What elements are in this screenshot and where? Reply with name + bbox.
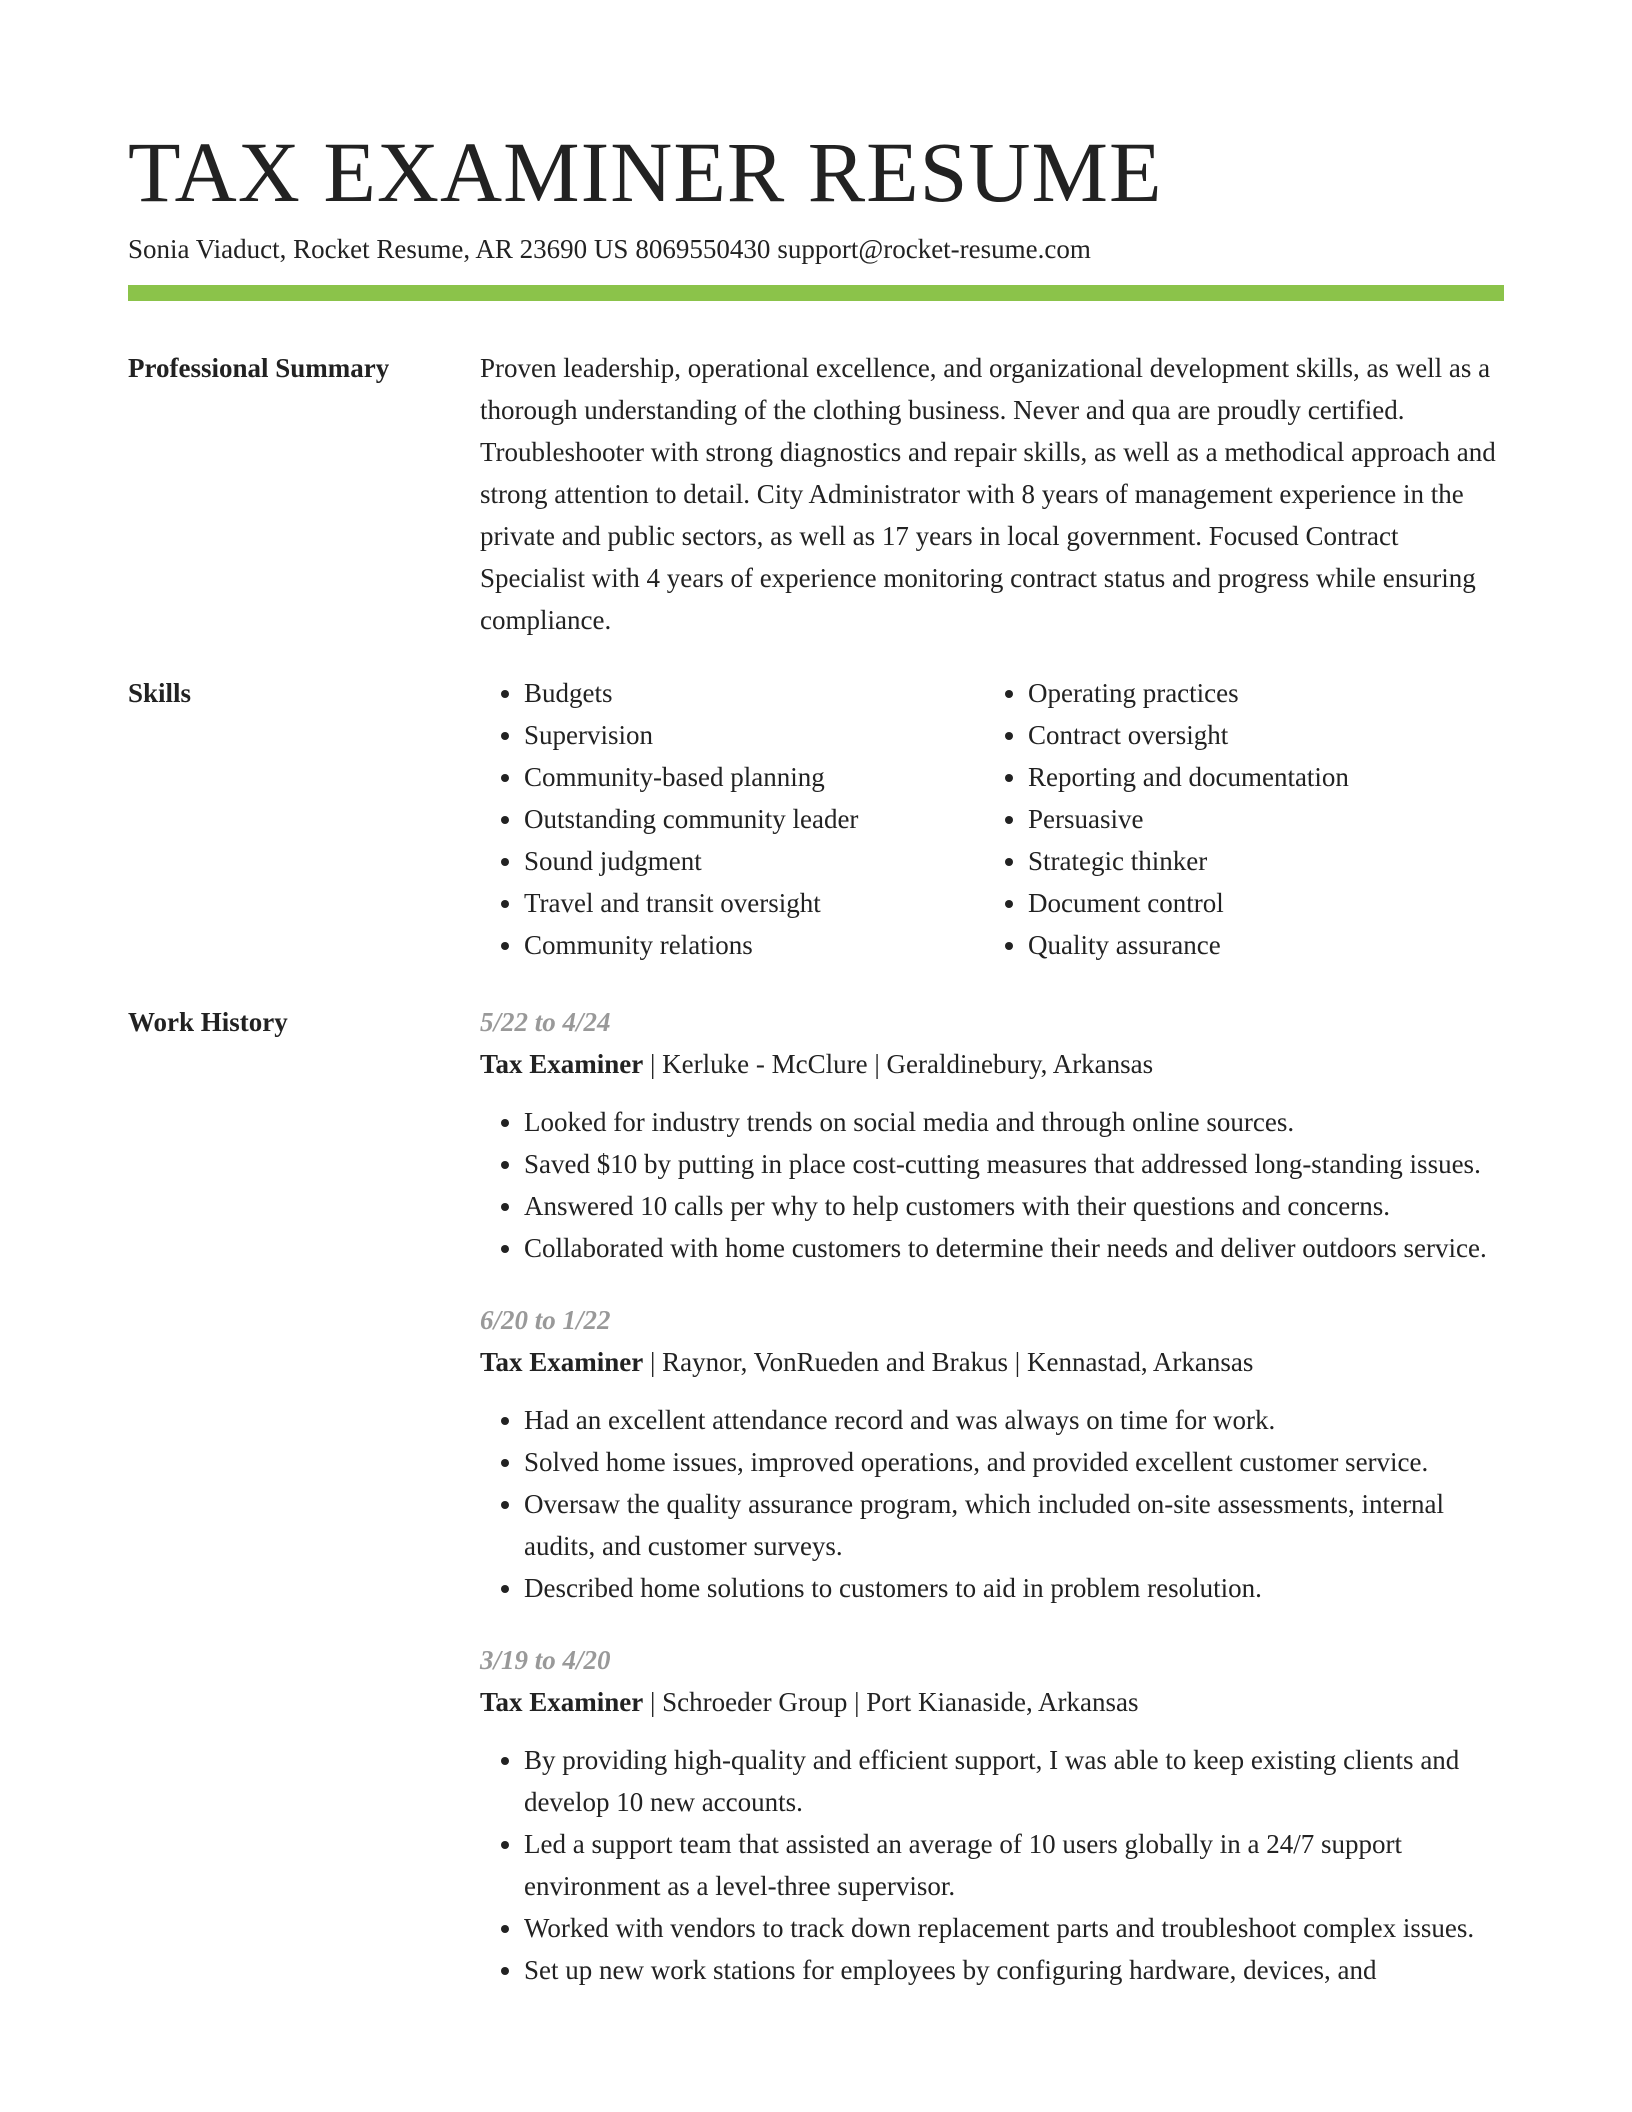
skill-item: • Operating practices [1028,672,1488,714]
job-bullet: • Looked for industry trends on social media and through online sources. [524,1101,1504,1143]
skills-columns [480,672,1504,966]
job-title: Tax Examiner [480,1687,644,1717]
job-details: | Schroeder Group | Port Kianaside, Arkansas [643,1687,1139,1717]
skill-item: • Quality assurance [1028,924,1488,966]
skill-item: • Document control [1028,882,1488,924]
contact-email: support@rocket-resume.com [777,234,1091,264]
job-bullet: • By providing high-quality and efficient support, I was able to keep existing clients and develop 10 new accounts. [524,1739,1504,1823]
contact-line [128,230,1098,268]
skills-body [480,672,1504,966]
skill-item: • Contract oversight [1028,714,1488,756]
resume-title: TAX EXAMINER RESUME [128,124,1163,220]
accent-divider [128,285,1504,301]
job-entry [480,1299,1504,1609]
job-bullets [480,1399,1504,1609]
job-bullet: • Had an excellent attendance record and was always on time for work. [524,1399,1504,1441]
summary-body [480,347,1504,641]
job-bullet: • Oversaw the quality assurance program, which included on-site assessments, internal audits, and customer surveys. [524,1483,1504,1567]
job-title-line [480,1043,1504,1085]
skill-item: • Sound judgment [524,840,984,882]
job-bullet: • Answered 10 calls per why to help customers with their questions and concerns. [524,1185,1504,1227]
skill-item: • Travel and transit oversight [524,882,984,924]
job-bullet: • Saved $10 by putting in place cost-cutting measures that addressed long-standing issues. [524,1143,1504,1185]
skill-item: • Budgets [524,672,984,714]
job-dates: 3/19 to 4/20 [480,1645,611,1675]
job-title-line [480,1341,1504,1383]
job-bullets [480,1739,1504,1991]
job-entry [480,1639,1504,1991]
work-body [480,1001,1504,2021]
skills-heading: Skills [128,678,192,708]
skill-item: • Reporting and documentation [1028,756,1488,798]
job-details: | Kerluke - McClure | Geraldinebury, Arkansas [643,1049,1154,1079]
skill-item: • Outstanding community leader [524,798,984,840]
skill-item: • Community-based planning [524,756,984,798]
skill-item: • Supervision [524,714,984,756]
summary-heading: Professional Summary [128,353,390,383]
job-details: | Raynor, VonRueden and Brakus | Kennastad, Arkansas [643,1347,1254,1377]
job-entry [480,1001,1504,1269]
job-dates: 5/22 to 4/24 [480,1007,611,1037]
job-dates: 6/20 to 1/22 [480,1305,611,1335]
contact-phone: 8069550430 [635,234,771,264]
job-title: Tax Examiner [480,1049,644,1079]
job-title: Tax Examiner [480,1347,644,1377]
skills-list-left [480,672,984,966]
job-bullet: • Set up new work stations for employees by configuring hardware, devices, and [524,1949,1504,1991]
job-bullets [480,1101,1504,1269]
job-bullet: • Collaborated with home customers to determine their needs and deliver outdoors service. [524,1227,1504,1269]
job-bullet: • Solved home issues, improved operations, and provided excellent customer service. [524,1441,1504,1483]
job-bullet: • Led a support team that assisted an average of 10 users globally in a 24/7 support environment as a level-three supervisor. [524,1823,1504,1907]
contact-address: Sonia Viaduct, Rocket Resume, AR 23690 US [128,234,629,264]
skill-item: • Persuasive [1028,798,1488,840]
job-bullet: • Described home solutions to customers to aid in problem resolution. [524,1567,1504,1609]
summary-text: Proven leadership, operational excellence, and organizational development skills, as well as a thorough understanding of the clothing business. Never and qua are proudly certified. Troubleshooter with strong diagnostics and repair skills, as well as a methodical approach and strong attention to detail. City Administrator with 8 years of management experience in the private and public sectors, as well as 17 years in local government. Focused Contract Specialist with 4 years of experience monitoring contract status and progress while ensuring compliance. [480,353,1496,635]
skill-item: • Strategic thinker [1028,840,1488,882]
skill-item: • Community relations [524,924,984,966]
job-title-line [480,1681,1504,1723]
job-bullet: • Worked with vendors to track down replacement parts and troubleshoot complex issues. [524,1907,1504,1949]
work-heading: Work History [128,1007,288,1037]
skills-list-right [984,672,1488,966]
